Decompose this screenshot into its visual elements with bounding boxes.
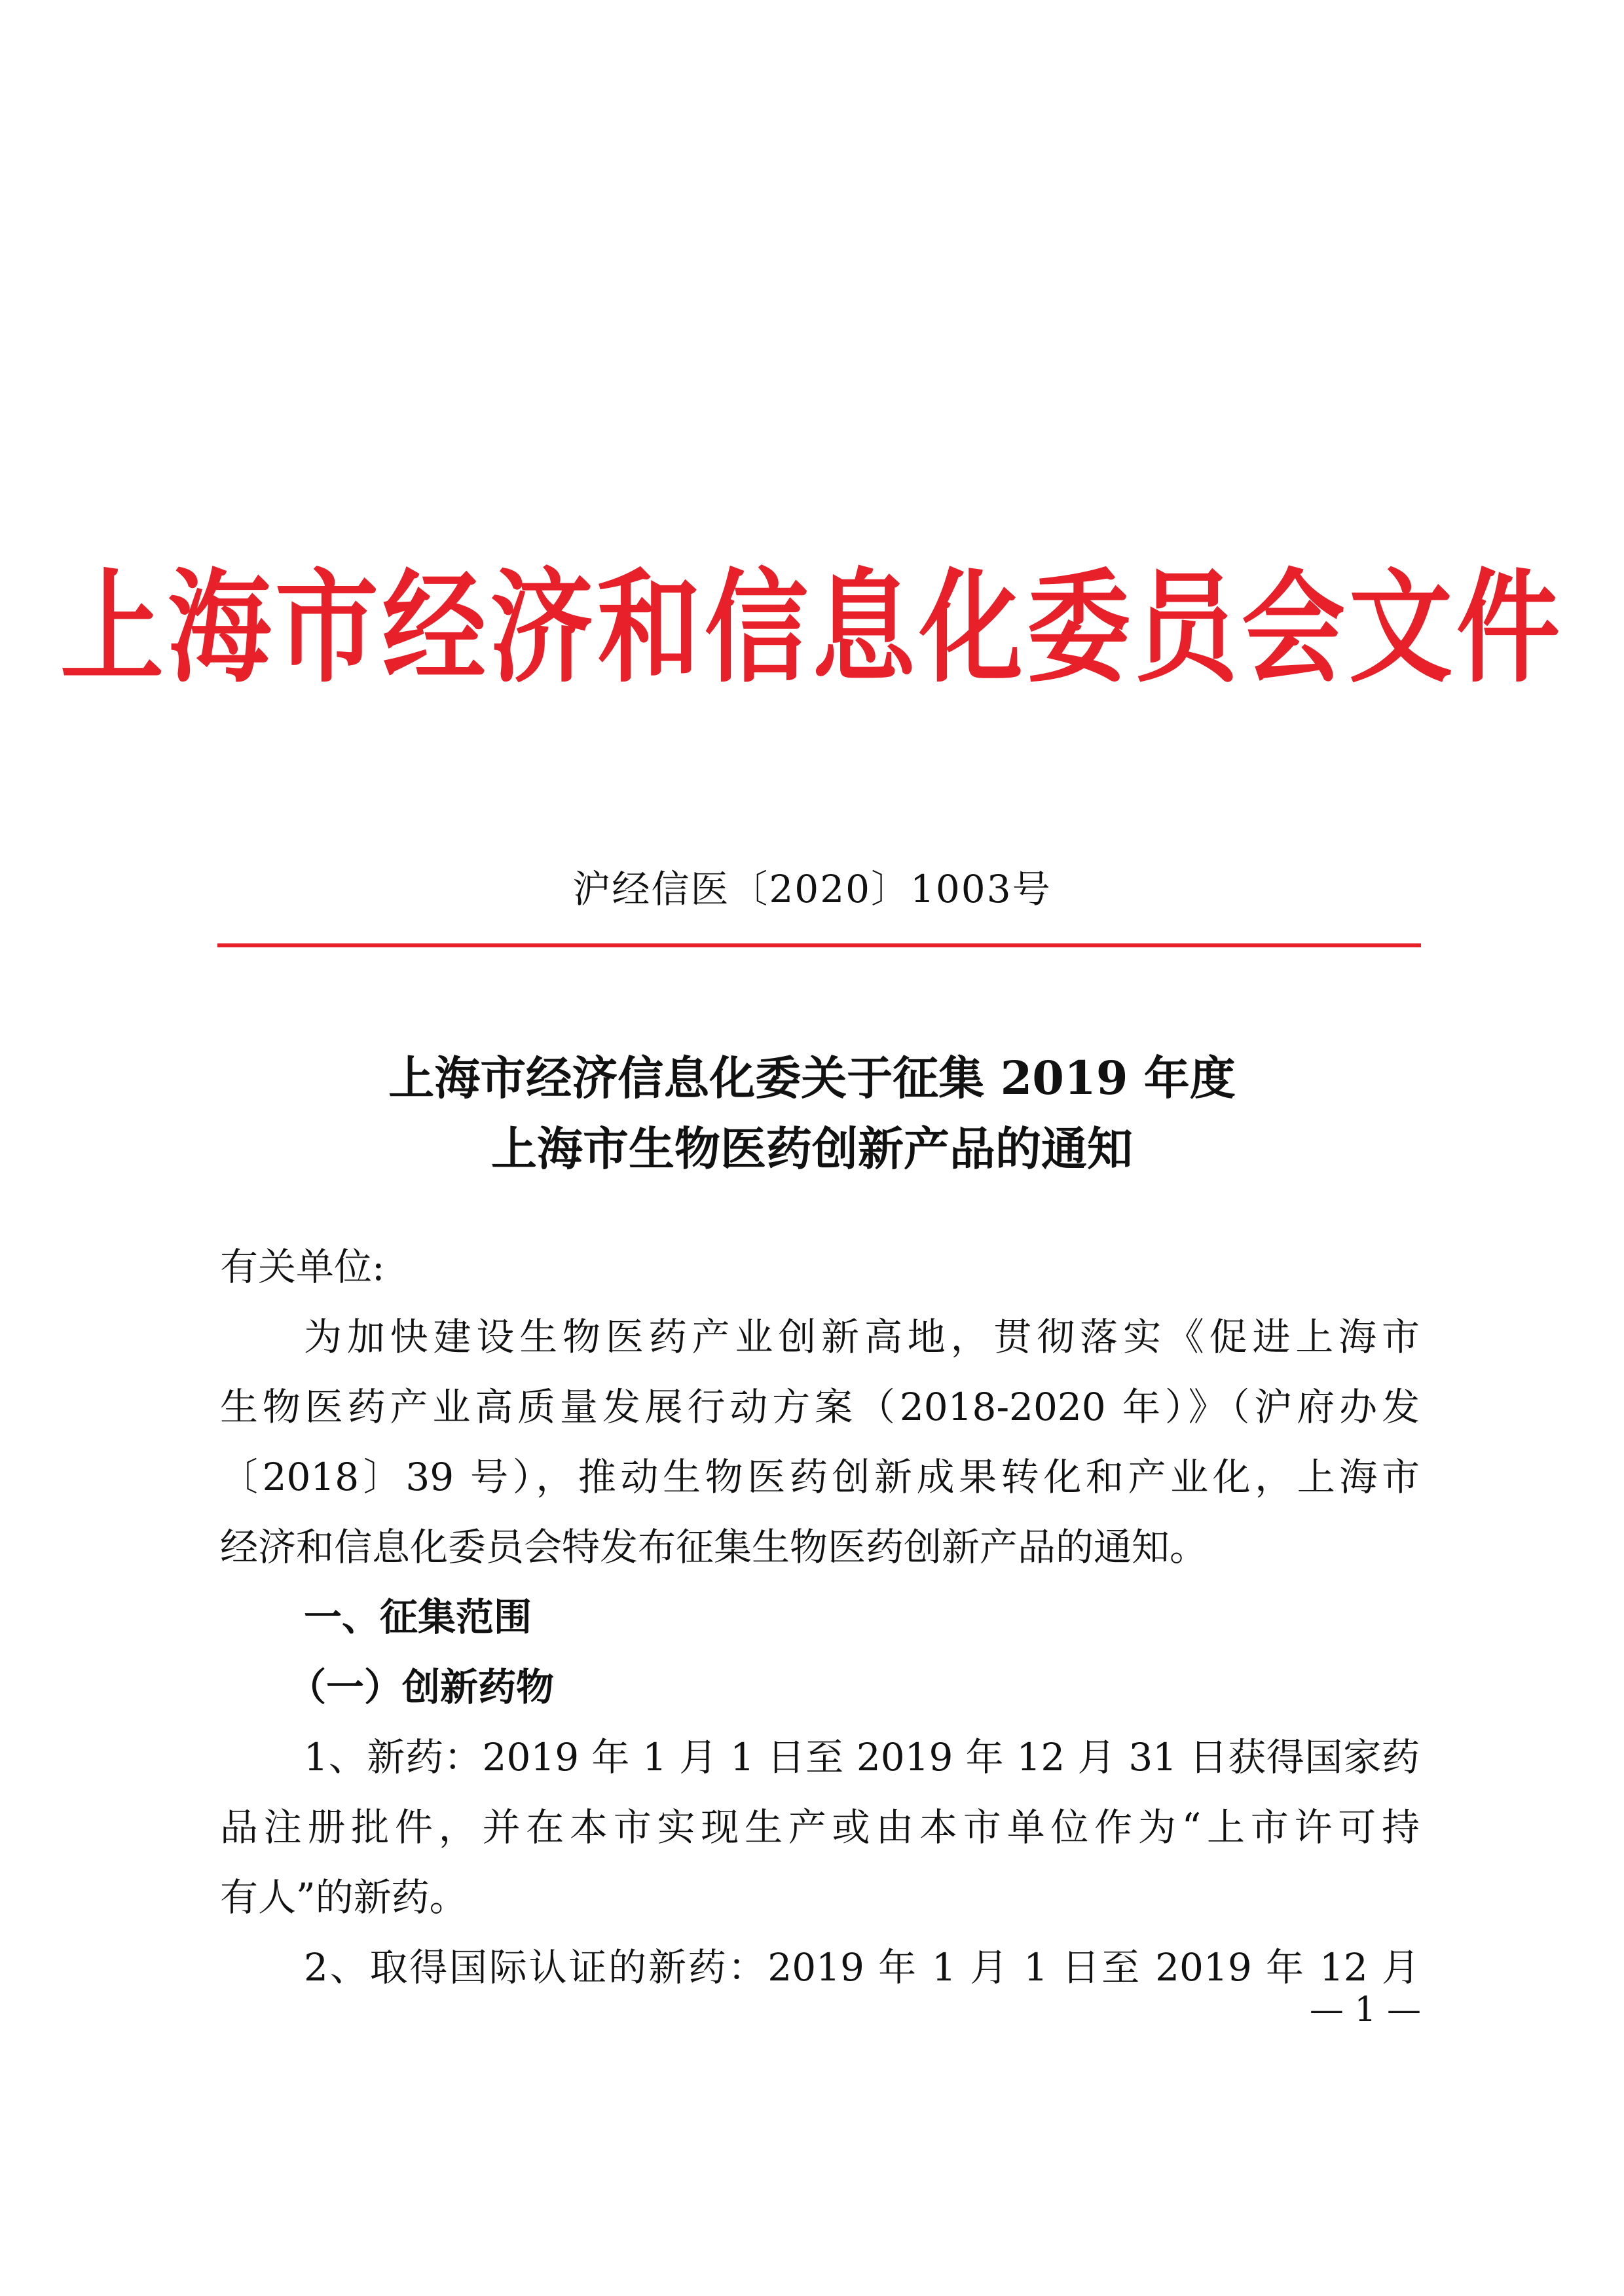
item-1-line-1: 1、新药：2019 年 1 月 1 日至 2019 年 12 月 31 日获得国家药 [304, 1735, 1420, 1779]
paragraph-1-line-3: 〔2018〕39 号），推动生物医药创新成果转化和产业化，上海市 [220, 1455, 1420, 1499]
item-1-line-2: 品注册批件，并在本市实现生产或由本市单位作为“上市许可持 [220, 1805, 1420, 1850]
section-1-heading: 一、征集范围 [304, 1595, 532, 1639]
header-red-divider [217, 943, 1421, 947]
paragraph-1-line-1: 为加快建设生物医药产业创新高地，贯彻落实《促进上海市 [304, 1315, 1420, 1359]
item-2-line-1: 2、取得国际认证的新药：2019 年 1 月 1 日至 2019 年 12 月 [304, 1945, 1420, 1990]
document-header-title: 上海市经济和信息化委员会文件 [60, 556, 1564, 700]
salutation: 有关单位: [220, 1245, 385, 1289]
paragraph-1-line-2: 生物医药产业高质量发展行动方案（2018-2020 年）》（沪府办发 [220, 1385, 1420, 1429]
notice-title-line-1: 上海市经济信息化委关于征集 2019 年度 [388, 1051, 1236, 1105]
notice-title-line-2: 上海市生物医药创新产品的通知 [491, 1121, 1133, 1176]
page-number: — 1 — [1309, 1990, 1421, 2030]
item-1-line-3: 有人”的新药。 [220, 1875, 468, 1920]
document-number: 沪经信医〔2020〕1003号 [572, 867, 1052, 911]
paragraph-1-line-4: 经济和信息化委员会特发布征集生物医药创新产品的通知。 [220, 1525, 1208, 1569]
subsection-1-heading: （一）创新药物 [288, 1665, 555, 1709]
